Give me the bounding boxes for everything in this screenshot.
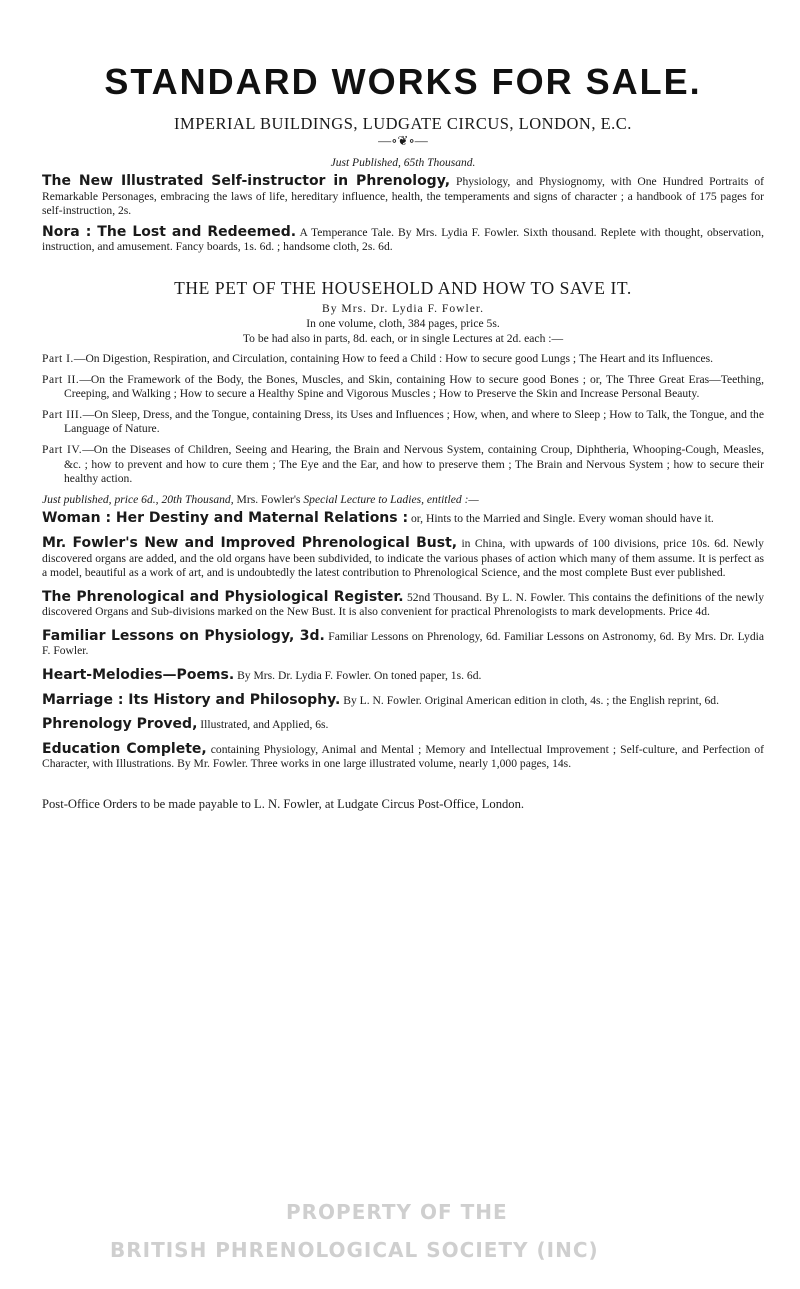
entry-marriage (42, 693, 764, 709)
entry-nora (42, 225, 764, 255)
entry-text: containing Physiology, Animal and Mental ; Memory and Intellectual Improvement ; Self-culture, and Perfection of Character, with Illustrations. By Mr. Fowler. Three works in one large illustrated volume, nearly 1,000 pages, 14s. (42, 742, 764, 771)
entry-text: A Temperance Tale. By Mrs. Lydia F. Fowler. Sixth thousand. Replete with thought, observation, instruction, and amusement. Fancy boards, 1s. 6d. ; handsome cloth, 2s. 6d. (42, 225, 764, 254)
entry-woman (42, 511, 764, 527)
part-label: Part III. (42, 407, 83, 421)
entry-self-instructor (42, 174, 764, 219)
library-stamp (110, 1194, 730, 1289)
entry-familiar-lessons (42, 629, 764, 659)
entry-title: Heart-Melodies—Poems. (42, 667, 235, 684)
entry-title: Marriage : Its History and Philosophy. (42, 691, 341, 708)
entry-text: 52nd Thousand. By L. N. Fowler. This contains the definitions of the newly discovered Organs and Sub-divisions marked on the New Bust. It is also convenient for practical Phrenologists to mark developments. Price 4d. (42, 590, 764, 619)
part-text: —On the Framework of the Body, the Bones, Muscles, and Skin, containing How to secure good Bones ; or, The Three Great Eras—Teething, Creeping, and Walking ; How to secure a Healthy Spine and Vigorous Muscles ; How to Preserve the Skin and Increase Personal Beauty. (64, 372, 764, 401)
entry-title: Nora : The Lost and Redeemed. (42, 223, 297, 240)
just-published-italic: Just published, price 6d., 20th Thousand, (42, 492, 234, 506)
part-item (42, 443, 764, 487)
part-text: —On Sleep, Dress, and the Tongue, containing Dress, its Uses and Influences ; How, when, and where to Sleep ; How to Talk, the Tongue, and the Language of Nature. (64, 407, 764, 436)
entry-education-complete (42, 742, 764, 772)
entry-title: Education Complete, (42, 740, 207, 757)
stamp-line-1: PROPERTY OF THE (286, 1200, 508, 1224)
section-parts-info: To be had also in parts, 8d. each, or in single Lectures at 2d. each :— (242, 331, 564, 345)
entry-bust (42, 536, 764, 581)
ornament-divider: —∘❦∘— (378, 133, 428, 148)
entry-text: or, Hints to the Married and Single. Every woman should have it. (408, 512, 714, 526)
just-published-lecture: Special Lecture to Ladies, entitled :— (303, 492, 479, 506)
part-label: Part I. (42, 351, 74, 365)
entry-phrenology-proved (42, 717, 764, 733)
entry-title: Woman : Her Destiny and Maternal Relations : (42, 510, 409, 527)
entry-text: Physiology, and Physiognomy, with One Hundred Portraits of Remarkable Personages, embracing the laws of life, hereditary influence, health, the temperaments and signs of character ; a handbook of 175 pages for self-instruction, 2s. (42, 175, 764, 218)
part-item (42, 373, 764, 402)
entry-text: By L. N. Fowler. Original American edition in cloth, 4s. ; the English reprint, 6d. (340, 693, 720, 707)
stamp-line-2: BRITISH PHRENOLOGICAL SOCIETY (INC) (110, 1238, 599, 1262)
part-item (42, 408, 764, 437)
entry-title: Phrenology Proved, (42, 716, 198, 733)
entry-text: By Mrs. Dr. Lydia F. Fowler. On toned paper, 1s. 6d. (234, 669, 482, 683)
published-note: Just Published, 65th Thousand. (330, 157, 476, 169)
section-heading: THE PET OF THE HOUSEHOLD AND HOW TO SAVE IT. (174, 277, 632, 298)
entry-title: Mr. Fowler's New and Improved Phrenological Bust, (42, 534, 458, 551)
entry-register (42, 590, 764, 620)
page-title: STANDARD WORKS FOR SALE. (104, 61, 702, 102)
just-published-note (42, 493, 764, 508)
entry-title: The New Illustrated Self-instructor in Phrenology, (42, 173, 451, 189)
section-volume-info: In one volume, cloth, 384 pages, price 5s. (306, 316, 500, 330)
publisher-address: IMPERIAL BUILDINGS, LUDGATE CIRCUS, LONDON, E.C. (174, 114, 632, 133)
part-text: —On the Diseases of Children, Seeing and Hearing, the Brain and Nervous System, containing Croup, Diphtheria, Whooping-Cough, Measles, &c. ; how to prevent and how to cure them ; The Eye and the Ear, and how to preserve them ; The Brain and Nervous System ; how to secure their healthy action. (64, 442, 764, 486)
part-label: Part IV. (42, 442, 83, 456)
part-text: —On Digestion, Respiration, and Circulation, containing How to feed a Child : How to secure good Lungs ; The Heart and its Influences. (73, 351, 714, 365)
entry-text: Illustrated, and Applied, 6s. (197, 718, 329, 732)
just-published-author: Mrs. Fowler's (233, 492, 304, 506)
entry-title: The Phrenological and Physiological Register. (42, 588, 404, 605)
entry-text: Familiar Lessons on Phrenology, 6d. Familiar Lessons on Astronomy, 6d. By Mrs. Dr. Lydia F. Fowler. (42, 629, 765, 658)
part-label: Part II. (42, 372, 80, 386)
post-office-note: Post-Office Orders to be made payable to L. N. Fowler, at Ludgate Circus Post-Office, London. (42, 797, 525, 812)
entry-text: in China, with upwards of 100 divisions, price 10s. 6d. Newly discovered organs are added, and the old organs have been subdivided, to indicate the various phases of action which many of them assume. It is perfect as a model, beautiful as a work of art, and is undoubtedly the latest contribution to Phrenological Science, and the most complete Bust ever published. (42, 536, 764, 580)
section-author: By Mrs. Dr. Lydia F. Fowler. (321, 301, 485, 315)
entry-title: Familiar Lessons on Physiology, 3d. (42, 627, 325, 644)
entry-heart-melodies (42, 668, 764, 684)
part-item (42, 352, 764, 367)
